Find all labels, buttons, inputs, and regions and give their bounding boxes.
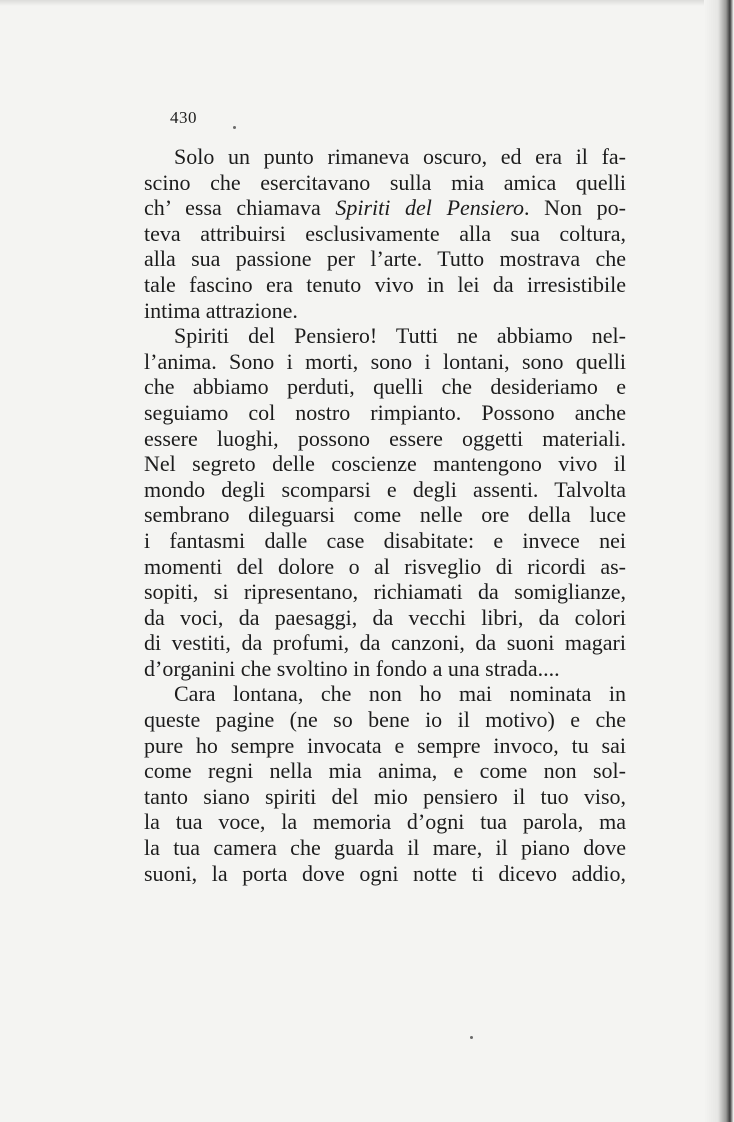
text-line: sopiti, si ripresentano, richiamati da somiglianze, [144,579,626,605]
text-line: da voci, da paesaggi, da vecchi libri, da colori [144,604,626,630]
text-line: i fantasmi dalle case disabitate: e invece nei [144,527,626,553]
text-line: momenti del dolore o al risveglio di ricordi as- [144,553,626,579]
text-line: di vestiti, da profumi, da canzoni, da suoni magari [144,630,626,656]
text-line: mondo degli scomparsi e degli assenti. Talvolta [144,476,626,502]
text-line: essere luoghi, possono essere oggetti materiali. [144,425,626,451]
text-line: l’anima. Sono i morti, sono i lontani, sono quelli [144,348,626,374]
text-line: scino che esercitavano sulla mia amica quelli [144,169,626,195]
text-line: la tua voce, la memoria d’ogni tua parola, ma [144,809,626,835]
print-speck [233,126,236,129]
text-line: come regni nella mia anima, e come non sol- [144,758,626,784]
text-line: d’organini che svoltino in fondo a una strada.... [144,655,560,681]
text-line [144,195,626,221]
page-top-edge [0,0,734,6]
text-line: Cara lontana, che non ho mai nominata in [174,681,626,707]
text-line: Solo un punto rimaneva oscuro, ed era il fa- [174,144,626,169]
text-line: queste pagine (ne so bene io il motivo) e che [144,707,626,733]
text-line: la tua camera che guarda il mare, il piano dove [144,835,626,861]
text-line: suoni, la porta dove ogni notte ti dicevo addio, [144,860,626,886]
text-line: che abbiamo perduti, quelli che desideriamo e [144,374,626,400]
text-line: seguiamo col nostro rimpianto. Possono anche [144,399,626,425]
page-number: 430 [170,108,197,127]
body-text [144,144,626,886]
print-speck [470,1036,473,1039]
text-fragment: . Non po- [523,195,626,221]
text-line: pure ho sempre invocata e sempre invoco, tu sai [144,732,626,758]
text-fragment: ch’ essa chiamava [144,195,336,221]
page-right-edge [704,0,734,1122]
text-line: alla sua passione per l’arte. Tutto mostrava che [144,246,626,272]
text-line: tanto siano spiriti del mio pensiero il tuo viso, [144,783,626,809]
text-line: sembrano dileguarsi come nelle ore della luce [144,502,626,528]
text-line: Spiriti del Pensiero! Tutti ne abbiamo nel- [174,323,626,349]
text-line: intima attrazione. [144,297,298,323]
text-line: teva attribuirsi esclusivamente alla sua coltura, [144,220,626,246]
italic-title: Spiriti del Pensiero [335,195,524,221]
text-line: tale fascino era tenuto vivo in lei da irresistibile [144,271,626,297]
text-line: Nel segreto delle coscienze mantengono vivo il [144,451,626,477]
